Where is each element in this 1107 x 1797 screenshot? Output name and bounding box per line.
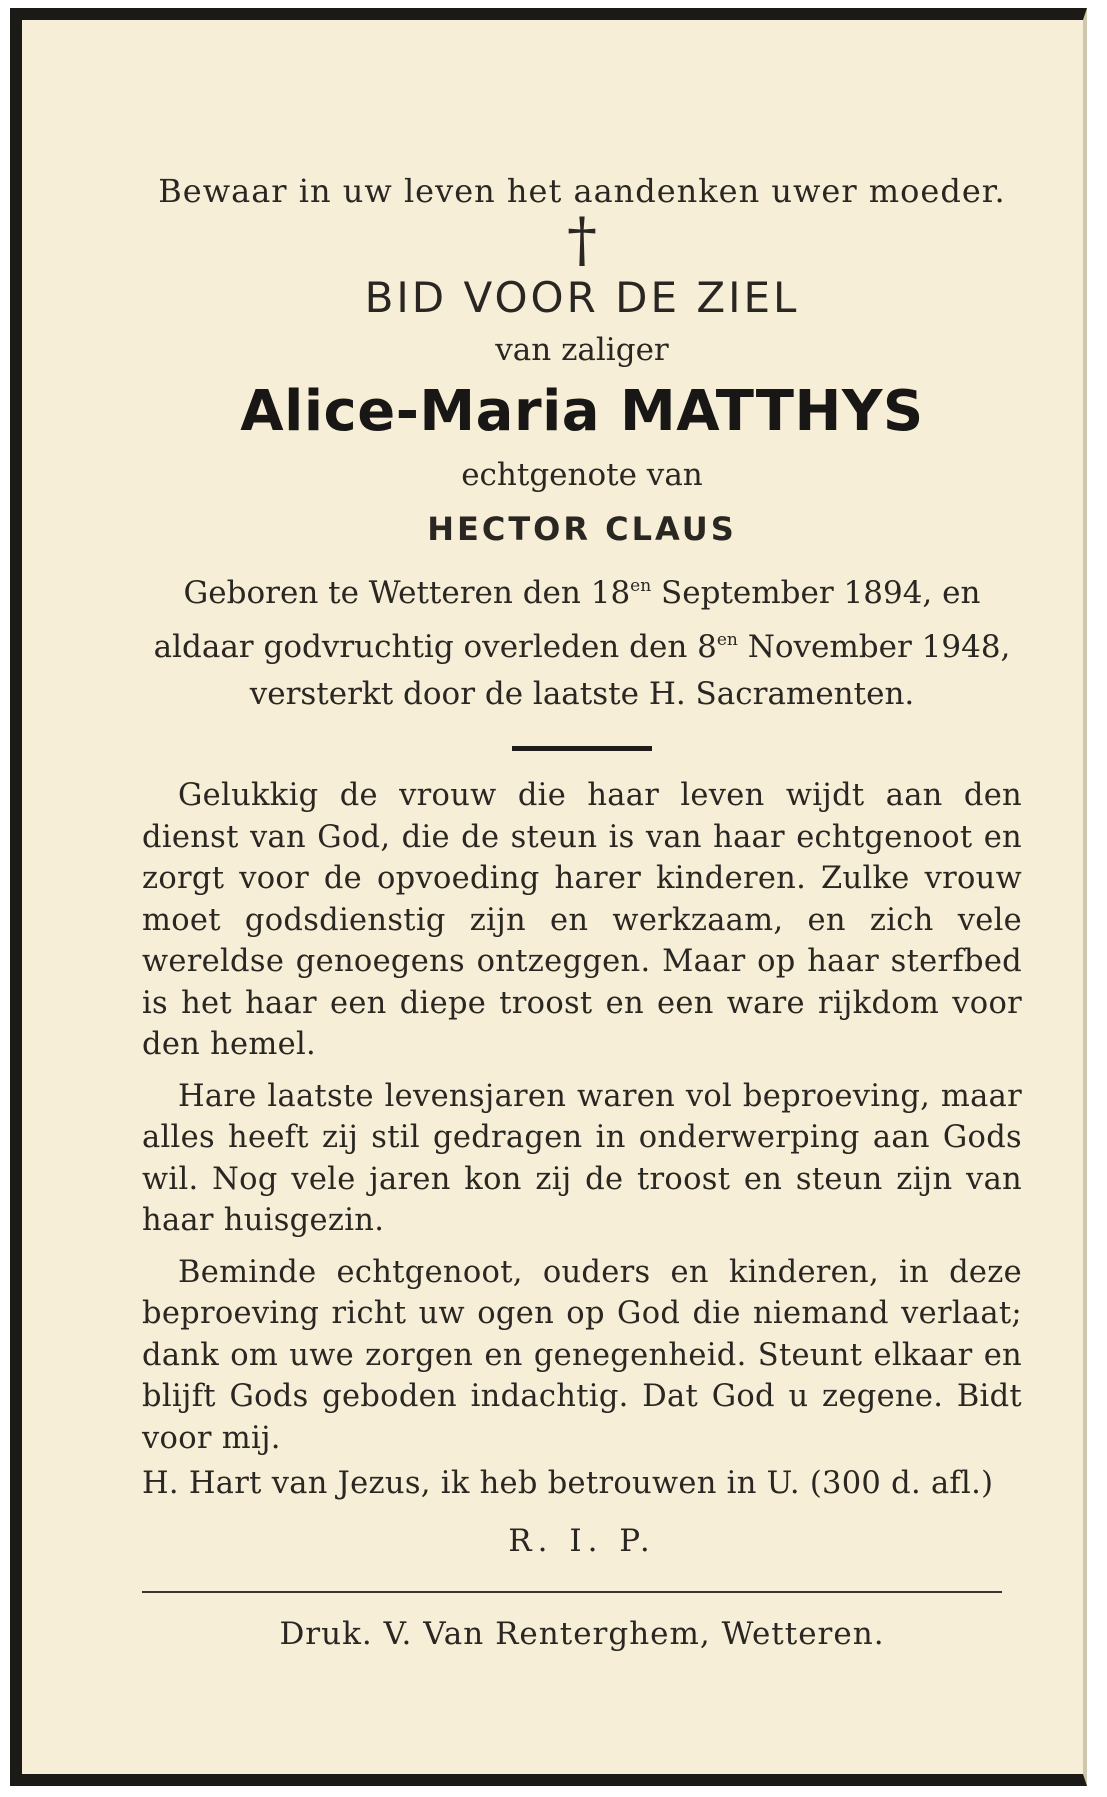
memorial-card — [10, 8, 1087, 1786]
divider-short — [512, 746, 652, 751]
sacraments-line: versterkt door de laatste H. Sacramenten. — [249, 676, 915, 712]
birth-line: Geboren te Wetteren den $18^{en}$ September 1894, en — [183, 575, 981, 611]
motto: Bewaar in uw leven het aandenken uwer moeder. — [158, 172, 1006, 210]
subheading: van zaliger — [495, 332, 669, 368]
card-content — [142, 172, 1022, 1652]
spouse-name: HECTOR CLAUS — [427, 510, 737, 548]
paragraph: Gelukkig de vrouw die haar leven wijdt aan den dienst van God, die de steun is van haar echtgenoot en zorgt voor de opvoeding harer kinderen. Zulke vrouw moet godsdienstig zijn en werkzaam, en zich vele wereldse genoegens ontzeggen. Maar op haar sterfbed is het haar een diepe troost en een ware rijkdom voor den hemel. — [142, 778, 1022, 1062]
body-text — [142, 775, 1022, 1500]
relation: echtgenote van — [461, 457, 703, 493]
paragraph: Beminde echtgenoot, ouders en kinderen, in deze beproeving richt uw ogen op God die niemand verlaat; dank om uwe zorgen en genegenheid. Steunt elkaar en blijft Gods geboden indachtig. Dat God u zegene. Bidt voor mij. — [142, 1254, 1022, 1456]
prayer: H. Hart van Jezus, ik heb betrouwen in U. (300 d. afl.) — [142, 1466, 994, 1501]
rip: R. I. P. — [508, 1522, 656, 1559]
cross-icon: † — [567, 205, 597, 275]
death-line: aldaar godvruchtig overleden den $8^{en}$ November 1948, — [153, 629, 1011, 665]
heading: BID VOOR DE ZIEL — [364, 273, 800, 322]
deceased-name: Alice-Maria MATTHYS — [240, 379, 924, 444]
printer-credit: Druk. V. Van Renterghem, Wetteren. — [279, 1615, 885, 1652]
divider-long — [142, 1591, 1002, 1593]
birth-death-info — [142, 563, 1022, 718]
paragraph: Hare laatste levensjaren waren vol beproeving, maar alles heeft zij stil gedragen in onderwerping aan Gods wil. Nog vele jaren kon zij de troost en steun zijn van haar huisgezin. — [142, 1078, 1022, 1238]
